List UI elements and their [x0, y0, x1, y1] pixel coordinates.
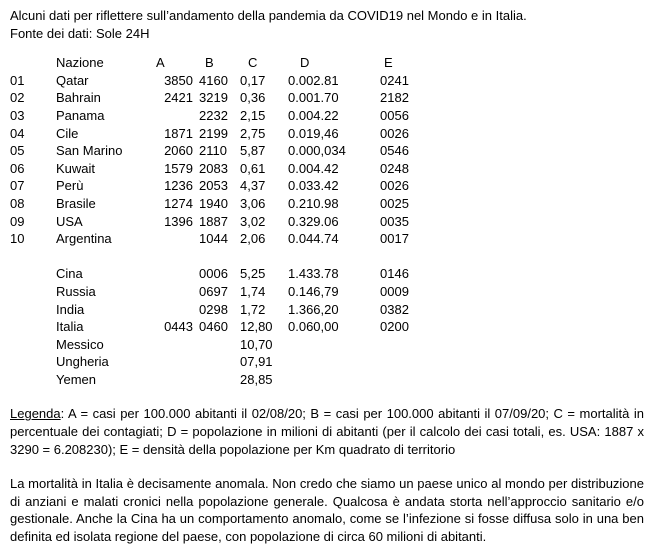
cell-nation: Kuwait [56, 160, 96, 176]
table-row [10, 318, 430, 336]
cell-c: 2,75 [240, 125, 266, 141]
cell-a [144, 265, 199, 283]
cell-e: 0035 [380, 213, 409, 229]
cell-a: 1396 [164, 213, 193, 229]
cell-index [10, 336, 56, 354]
table-header-row [10, 54, 430, 72]
cell-d: 0.000,034 [288, 143, 346, 159]
cell-c: 2,15 [240, 107, 266, 123]
cell-b: 2110 [199, 143, 227, 159]
cell-index: 07 [10, 178, 25, 194]
cell-d [288, 353, 380, 371]
cell-index [10, 353, 56, 371]
cell-c: 2,06 [240, 231, 266, 247]
cell-c: 3,06 [240, 195, 266, 211]
cell-b: 0006 [199, 266, 228, 282]
cell-a [144, 283, 199, 301]
cell-e: 0056 [380, 107, 409, 123]
cell-index: 09 [10, 213, 25, 229]
cell-a [144, 230, 199, 248]
cell-b: 0460 [199, 319, 228, 335]
legend-text: : A = casi per 100.000 abitanti il 02/08/20; B = casi per 100.000 abitanti il 07/09/20; C = mortalità in percentuale dei contagiati; D = popolazione in milioni di abitanti (per il calcolo dei casi totali, es. USA: 1887 x 3290 = 6.208230); E = densità della popolazione per Km quadrato di territorio [10, 406, 644, 457]
covid-data-table [10, 54, 430, 388]
cell-e: 0546 [380, 143, 409, 159]
header-index [10, 54, 56, 72]
cell-index: 08 [10, 195, 25, 211]
commentary: La mortalità in Italia è decisamente anomala. Non credo che siamo un paese unico al mondo per distribuzione di anziani e malati cronici nella popolazione generale. Qualcosa è andata storta nell’approccio sanitario e/o gestionale. Anche la Cina ha un comportamento anomalo, come se l’infezione si fosse diffusa solo in una ben definita ed isolata regione del paese, con popolazione di circa 60 milioni di abitanti. [10, 476, 644, 545]
cell-index [10, 283, 56, 301]
cell-nation: Qatar [56, 72, 89, 88]
header-d: D [300, 55, 310, 71]
cell-nation: Argentina [56, 231, 112, 247]
cell-a: 2421 [164, 90, 193, 106]
cell-d: 0.004.42 [288, 160, 339, 176]
header-e: E [384, 55, 393, 71]
cell-c: 4,37 [240, 178, 266, 194]
table-spacer-row [10, 248, 430, 266]
cell-index: 10 [10, 231, 25, 247]
cell-a: 1236 [164, 178, 193, 194]
cell-d: 0.019,46 [288, 125, 339, 141]
document [10, 7, 644, 546]
cell-a [144, 371, 199, 389]
cell-d: 0.146,79 [288, 283, 339, 299]
cell-b: 2053 [199, 178, 228, 194]
cell-nation: Yemen [56, 371, 96, 387]
table-row [10, 213, 430, 231]
cell-nation: India [56, 301, 85, 317]
cell-b: 0298 [199, 301, 228, 317]
cell-b: 2199 [199, 125, 228, 141]
cell-nation: Perù [56, 178, 84, 194]
cell-e: 2182 [380, 90, 409, 106]
table-row [10, 142, 430, 160]
cell-d: 1.433.78 [288, 266, 339, 282]
cell-a: 0443 [164, 319, 193, 335]
cell-a [144, 336, 199, 354]
cell-c: 0,61 [240, 160, 266, 176]
cell-e: 0009 [380, 283, 409, 299]
cell-e: 0146 [380, 266, 409, 282]
cell-d [288, 336, 380, 354]
cell-index [10, 301, 56, 319]
cell-b: 1044 [199, 231, 228, 247]
cell-c: 5,87 [240, 143, 266, 159]
cell-nation: Ungheria [56, 354, 109, 370]
header-nation: Nazione [56, 55, 104, 71]
cell-d: 0.001.70 [288, 90, 339, 106]
table-row [10, 230, 430, 248]
cell-nation: Panama [56, 107, 105, 123]
cell-b [199, 371, 240, 389]
cell-e: 0017 [380, 231, 409, 247]
cell-e [380, 336, 430, 354]
table-row [10, 160, 430, 178]
cell-a: 3850 [164, 72, 193, 88]
cell-nation: Russia [56, 283, 96, 299]
cell-a: 1871 [164, 125, 193, 141]
cell-e: 0026 [380, 125, 409, 141]
cell-e: 0241 [380, 72, 409, 88]
table-row [10, 283, 430, 301]
table-row [10, 195, 430, 213]
table-row [10, 371, 430, 389]
cell-c: 07,91 [240, 354, 273, 370]
cell-c: 3,02 [240, 213, 266, 229]
cell-b [199, 336, 240, 354]
table-row [10, 125, 430, 143]
cell-c: 1,74 [240, 283, 266, 299]
cell-e: 0248 [380, 160, 409, 176]
cell-d [288, 371, 380, 389]
cell-d: 0.329.06 [288, 213, 339, 229]
cell-index: 03 [10, 107, 25, 123]
cell-nation: Bahrain [56, 90, 101, 106]
cell-e: 0025 [380, 195, 409, 211]
intro-title: Alcuni dati per riflettere sull’andamento della pandemia da COVID19 nel Mondo e in Italia. [10, 8, 527, 23]
cell-c: 0,36 [240, 90, 266, 106]
cell-index: 01 [10, 72, 25, 88]
cell-a [144, 301, 199, 319]
cell-index [10, 318, 56, 336]
cell-nation: Italia [56, 319, 84, 335]
legend [10, 405, 644, 458]
cell-d: 0.033.42 [288, 178, 339, 194]
table-row [10, 72, 430, 90]
intro-source: Fonte dei dati: Sole 24H [10, 25, 150, 41]
table-body [10, 72, 430, 389]
cell-b: 3219 [199, 90, 228, 106]
cell-e: 0200 [380, 319, 409, 335]
cell-b: 2083 [199, 160, 228, 176]
table-row [10, 177, 430, 195]
cell-nation: Cile [56, 125, 79, 141]
header-b: B [205, 55, 214, 71]
cell-e [380, 353, 430, 371]
table-row [10, 107, 430, 125]
cell-c: 0,17 [240, 72, 266, 88]
cell-index [10, 371, 56, 389]
cell-e: 0026 [380, 178, 409, 194]
cell-c: 28,85 [240, 371, 273, 387]
cell-index: 06 [10, 160, 25, 176]
cell-nation: San Marino [56, 143, 123, 159]
cell-b: 0697 [199, 283, 228, 299]
cell-b: 1940 [199, 195, 228, 211]
cell-e: 0382 [380, 301, 409, 317]
table-row [10, 353, 430, 371]
cell-b: 4160 [199, 72, 228, 88]
cell-index: 02 [10, 90, 25, 106]
table-row [10, 265, 430, 283]
cell-a: 2060 [164, 143, 193, 159]
legend-label: Legenda [10, 406, 61, 422]
cell-a: 1579 [164, 160, 193, 176]
cell-nation: Brasile [56, 195, 96, 211]
cell-d: 0.044.74 [288, 231, 339, 247]
cell-nation: Messico [56, 336, 104, 352]
cell-c: 12,80 [240, 319, 273, 335]
cell-c: 5,25 [240, 266, 266, 282]
cell-d: 0.210.98 [288, 195, 339, 211]
header-c: C [248, 55, 258, 71]
table-row [10, 336, 430, 354]
cell-d: 0.004.22 [288, 107, 339, 123]
cell-b: 2232 [199, 107, 228, 123]
cell-index: 05 [10, 143, 25, 159]
cell-e [380, 371, 430, 389]
intro [10, 7, 644, 42]
cell-nation: USA [56, 213, 83, 229]
cell-d: 1.366,20 [288, 301, 339, 317]
cell-c: 10,70 [240, 336, 273, 352]
cell-index [10, 265, 56, 283]
cell-a [144, 353, 199, 371]
cell-index: 04 [10, 125, 25, 141]
table-row [10, 89, 430, 107]
cell-nation: Cina [56, 266, 83, 282]
cell-b [199, 353, 240, 371]
cell-a: 1274 [164, 195, 193, 211]
table-row [10, 301, 430, 319]
header-a: A [156, 55, 165, 71]
cell-d: 0.002.81 [288, 72, 339, 88]
cell-d: 0.060,00 [288, 319, 339, 335]
cell-a [144, 107, 199, 125]
cell-c: 1,72 [240, 301, 266, 317]
cell-b: 1887 [199, 213, 228, 229]
